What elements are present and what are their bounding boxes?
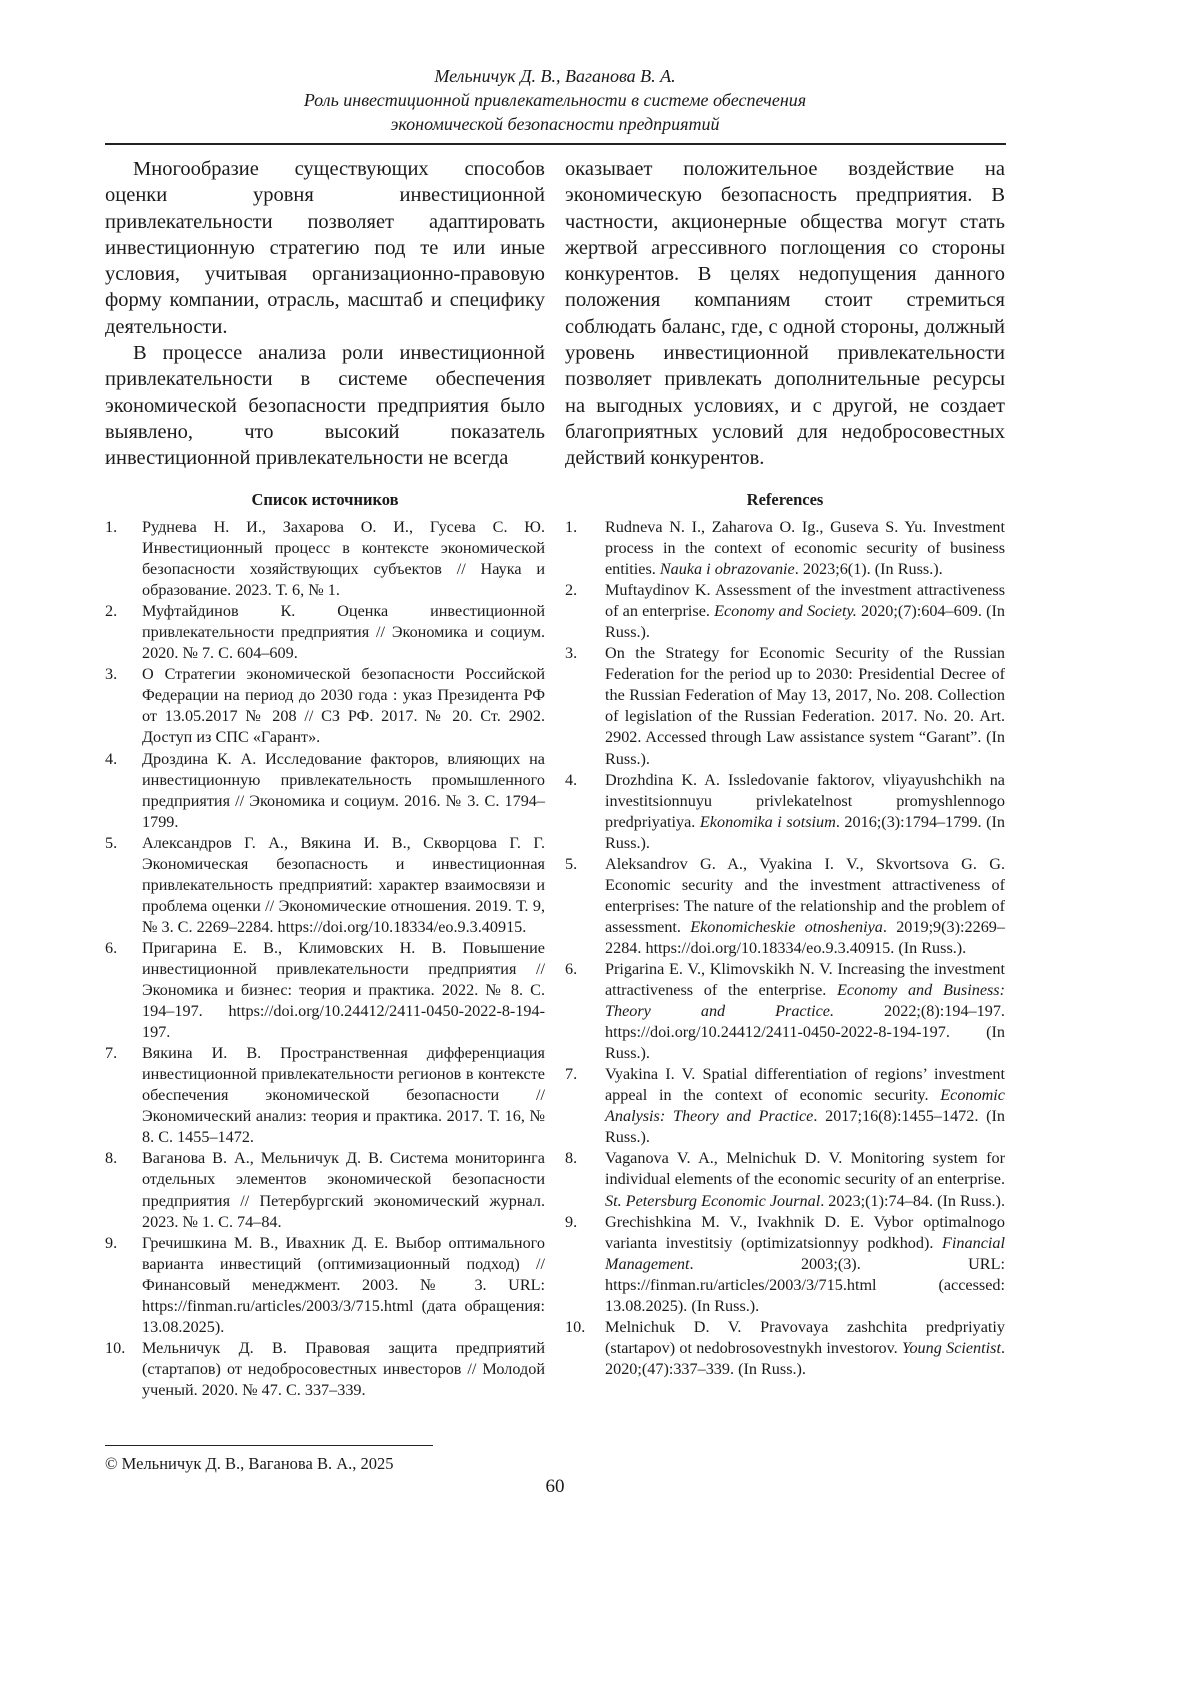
reference-tail: . 2020;(47):337–339. (In Russ.). (605, 1339, 1005, 1378)
reference-number: 1. (565, 517, 605, 580)
reference-number: 6. (105, 938, 142, 1043)
reference-journal: St. Petersburg Economic Journal (605, 1192, 820, 1210)
reference-item (565, 854, 1005, 959)
reference-item (105, 749, 545, 833)
paragraph: В процессе анализа роли инвестиционной привлекательности в системе обеспечения экономической безопасности предприятия было выявлено, что высокий показатель инвестиционной привлекательности не всегда (105, 340, 545, 471)
reference-number: 7. (105, 1043, 142, 1148)
references-heading: References (565, 490, 1005, 510)
reference-text: Руднева Н. И., Захарова О. И., Гусева С. Ю. Инвестиционный процесс в контексте экономической безопасности хозяйствующих субъектов // Наука и образование. 2023. Т. 6, № 1. (142, 517, 545, 601)
reference-number: 10. (105, 1338, 142, 1401)
reference-text (605, 580, 1005, 643)
reference-number: 2. (565, 580, 605, 643)
reference-text (605, 643, 1005, 769)
reference-item (565, 517, 1005, 580)
reference-text (605, 1064, 1005, 1148)
reference-number: 2. (105, 601, 142, 664)
reference-number: 4. (565, 770, 605, 854)
reference-number: 3. (105, 664, 142, 748)
reference-number: 1. (105, 517, 142, 601)
reference-tail: . 2017;16(8):1455–1472. (In Russ.). (605, 1107, 1005, 1146)
reference-number: 8. (565, 1148, 605, 1211)
reference-text (605, 854, 1005, 959)
reference-item (105, 1338, 545, 1401)
references-english (565, 490, 1005, 1380)
reference-item (565, 1317, 1005, 1380)
reference-body: Vaganova V. A., Melnichuk D. V. Monitoring system for individual elements of the economic security of an enterprise. (605, 1149, 1005, 1188)
reference-journal: Ekonomicheskie otnosheniya (690, 918, 883, 936)
reference-text: Александров Г. А., Вякина И. В., Скворцова Г. Г. Экономическая безопасность и инвестиционная привлекательность предприятий: характер взаимосвязи и проблема оценки // Экономические отношения. 2019. Т. 9, № 3. С. 2269–2284. https://doi.org/10.18334/eo.9.3.40915. (142, 833, 545, 938)
reference-body: Melnichuk D. V. Pravovaya zashchita predpriyatiy (startapov) ot nedobrosovestnykh investorov. (605, 1318, 1005, 1357)
reference-item (565, 1148, 1005, 1211)
header-title-line1: Роль инвестиционной привлекательности в системе обеспечения (105, 88, 1005, 112)
reference-journal: Economy and Business: Theory and Practice. (605, 981, 1005, 1020)
reference-body: On the Strategy for Economic Security of the Russian Federation for the period up to 2030: Presidential Decree of the Russian Federation of May 13, 2017, No. 208. Collection of legislation of the Russian Federation. 2017. No. 20. Art. 2902. Accessed through Law assistance system “Garant”. (In Russ.). (605, 644, 1005, 767)
reference-item (565, 1064, 1005, 1148)
reference-body: Prigarina E. V., Klimovskikh N. V. Increasing the investment attractiveness of the enterprise. (605, 960, 1005, 999)
header-rule (105, 143, 1006, 145)
reference-item (105, 517, 545, 601)
reference-body: Rudneva N. I., Zaharova O. Ig., Guseva S. Yu. Investment process in the context of economic security of business entities. (605, 518, 1005, 578)
reference-journal: Young Scientist (902, 1339, 1001, 1357)
reference-tail: . 2016;(3):1794–1799. (In Russ.). (605, 813, 1005, 852)
reference-tail: 2020;(7):604–609. (In Russ.). (605, 602, 1005, 641)
reference-item (105, 1233, 545, 1338)
reference-number: 3. (565, 643, 605, 769)
reference-number: 9. (565, 1212, 605, 1317)
header-title-line2: экономической безопасности предприятий (105, 112, 1005, 136)
reference-body: Vyakina I. V. Spatial differentiation of regions’ investment appeal in the context of economic security. (605, 1065, 1005, 1104)
reference-list (105, 517, 545, 1401)
paragraph: оказывает положительное воздействие на экономическую безопасность предприятия. В частности, акционерные общества могут стать жертвой агрессивного поглощения со стороны конкурентов. В целях недопущения данного положения компаниям стоит стремиться соблюдать баланс, где, с одной стороны, должный уровень инвестиционной привлекательности позволяет привлекать дополнительные ресурсы на выгодных условиях, и с другой, не создает благоприятных условий для недобросовестных действий конкурентов. (565, 156, 1005, 472)
body-column-right (565, 156, 1005, 472)
reference-number: 9. (105, 1233, 142, 1338)
paragraph: Многообразие существующих способов оценки уровня инвестиционной привлекательности позволяет адаптировать инвестиционную стратегию под те или иные условия, учитывая организационно-правовую форму компании, отрасль, масштаб и специфику деятельности. (105, 156, 545, 340)
reference-item (105, 833, 545, 938)
reference-text: О Стратегии экономической безопасности Российской Федерации на период до 2030 года : указ Президента РФ от 13.05.2017 № 208 // СЗ РФ. 2017. № 20. Ст. 2902. Доступ из СПС «Гарант». (142, 664, 545, 748)
reference-text: Гречишкина М. В., Ивахник Д. Е. Выбор оптимального варианта инвестиций (оптимизационный подход) // Финансовый менеджмент. 2003. № 3. URL: https://finman.ru/articles/2003/3/715.html (дата обращения: 13.08.2025). (142, 1233, 545, 1338)
reference-body: Aleksandrov G. A., Vyakina I. V., Skvortsova G. G. Economic security and the investment attractiveness of enterprises: The nature of the relationship and the problem of assessment. (605, 855, 1005, 936)
reference-text: Вякина И. В. Пространственная дифференциация инвестиционной привлекательности регионов в контексте обеспечения экономической безопасности // Экономический анализ: теория и практика. 2017. Т. 16, № 8. С. 1455–1472. (142, 1043, 545, 1148)
reference-tail: . 2023;(1):74–84. (In Russ.). (820, 1192, 1005, 1210)
reference-text (605, 1317, 1005, 1380)
reference-text: Пригарина Е. В., Климовских Н. В. Повышение инвестиционной привлекательности предприятия // Экономика и бизнес: теория и практика. 2022. № 8. С. 194–197. https://doi.org/10.24412/2411-0450-2022-8-194-197. (142, 938, 545, 1043)
reference-text: Дроздина К. А. Исследование факторов, влияющих на инвестиционную привлекательность промышленного предприятия // Экономика и социум. 2016. № 3. С. 1794–1799. (142, 749, 545, 833)
reference-journal: Economic Analysis: Theory and Practice (605, 1086, 1005, 1125)
reference-number: 7. (565, 1064, 605, 1148)
reference-item (105, 664, 545, 748)
reference-text (605, 959, 1005, 1064)
reference-item (105, 1043, 545, 1148)
body-column-left (105, 156, 545, 472)
reference-text: Муфтайдинов К. Оценка инвестиционной привлекательности предприятия // Экономика и социум. 2020. № 7. С. 604–609. (142, 601, 545, 664)
reference-tail: . 2003;(3). URL: https://finman.ru/articles/2003/3/715.html (accessed: 13.08.2025). (In Russ.). (605, 1255, 1005, 1315)
reference-item (565, 580, 1005, 643)
reference-list (565, 517, 1005, 1380)
reference-item (565, 1212, 1005, 1317)
reference-item (105, 1148, 545, 1232)
reference-journal: Financial Management (605, 1234, 1005, 1273)
reference-number: 4. (105, 749, 142, 833)
reference-text (605, 1148, 1005, 1211)
reference-journal: Ekonomika i sotsium (700, 813, 836, 831)
reference-item (565, 959, 1005, 1064)
reference-number: 8. (105, 1148, 142, 1232)
reference-item (105, 601, 545, 664)
reference-tail: 2022;(8):194–197. https://doi.org/10.24412/2411-0450-2022-8-194-197. (In Russ.). (605, 1002, 1005, 1062)
reference-body: Grechishkina M. V., Ivakhnik D. E. Vybor optimalnogo varianta investitsiy (optimizatsionnyy podkhod). (605, 1213, 1005, 1252)
reference-number: 5. (565, 854, 605, 959)
reference-number: 5. (105, 833, 142, 938)
reference-text: Мельничук Д. В. Правовая защита предприятий (стартапов) от недобросовестных инвесторов // Молодой ученый. 2020. № 47. С. 337–339. (142, 1338, 545, 1401)
reference-item (565, 643, 1005, 769)
reference-journal: Economy and Society. (714, 602, 857, 620)
reference-number: 6. (565, 959, 605, 1064)
reference-journal: Nauka i obrazovanie (660, 560, 795, 578)
reference-text (605, 770, 1005, 854)
reference-text (605, 517, 1005, 580)
reference-body: Muftaydinov K. Assessment of the investment attractiveness of an enterprise. (605, 581, 1005, 620)
reference-tail: . 2019;9(3):2269–2284. https://doi.org/10.18334/eo.9.3.40915. (In Russ.). (605, 918, 1005, 957)
footnote-rule (105, 1445, 433, 1446)
reference-text (605, 1212, 1005, 1317)
reference-tail: . 2023;6(1). (In Russ.). (795, 560, 943, 578)
reference-body: Drozhdina K. A. Issledovanie faktorov, vliyayushchikh na investitsionnuyu privlekatelnost promyshlennogo predpriyatiya. (605, 771, 1005, 831)
reference-item (105, 938, 545, 1043)
reference-number: 10. (565, 1317, 605, 1380)
reference-item (565, 770, 1005, 854)
page-number: 60 (0, 1476, 1110, 1498)
header-authors: Мельничук Д. В., Ваганова В. А. (105, 64, 1005, 88)
running-header (105, 64, 1005, 136)
references-russian (105, 490, 545, 1401)
references-heading: Список источников (105, 490, 545, 510)
copyright-footnote: © Мельничук Д. В., Ваганова В. А., 2025 (105, 1454, 394, 1474)
reference-text: Ваганова В. А., Мельничук Д. В. Система мониторинга отдельных элементов экономической безопасности предприятия // Петербургский экономический журнал. 2023. № 1. С. 74–84. (142, 1148, 545, 1232)
